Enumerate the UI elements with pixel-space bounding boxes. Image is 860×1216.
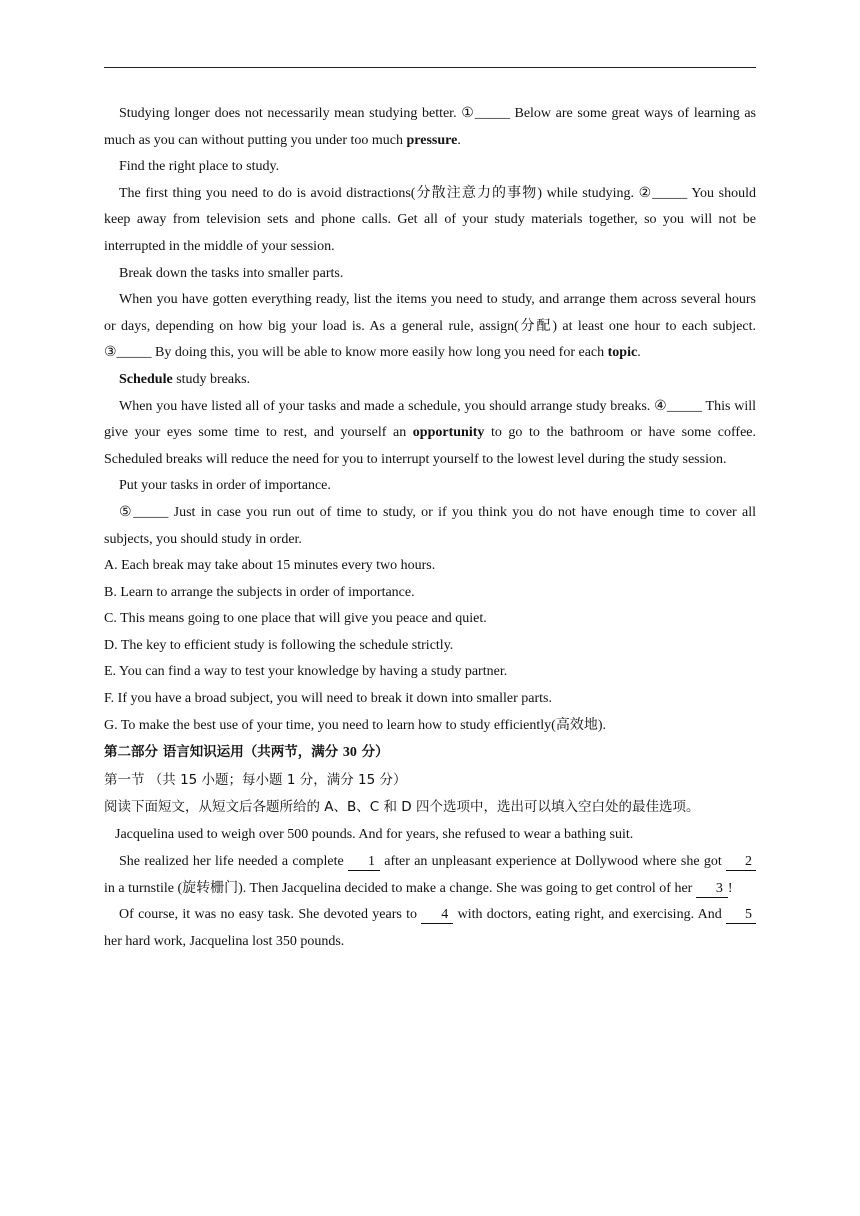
bold-word-opportunity: opportunity [412,425,485,441]
passage-paragraph-2: The first thing you need to do is avoid distractions(分散注意力的事物) while studying. ②_____ You should keep away from television sets and phone calls. Get all of your study materials together, so you will not be interrupted in the middle of your session. [104,185,756,254]
section-heading-place: Find the right place to study. [119,159,280,175]
cloze-blank-4: 4 [421,907,453,924]
cloze-blank-1: 1 [348,854,380,871]
option-f: F. If you have a broad subject, you will need to break it down into smaller parts. [104,691,552,707]
section-2-instruction: 阅读下面短文，从短文后各题所给的 A、B、C 和 D 四个选项中，选出可以填入空白处的最佳选项。 [104,799,700,816]
passage-paragraph-1: Studying longer does not necessarily mean studying better. ①_____ Below are some great ways of learning as much as you can without putting you under too much pressure. [104,106,756,148]
section-heading-order: Put your tasks in order of importance. [119,478,331,494]
passage-paragraph-5: ⑤_____ Just in case you run out of time to study, or if you think you do not have enough time to cover all subjects, you should study in order. [104,504,756,547]
passage-paragraph-4: When you have listed all of your tasks and made a schedule, you should arrange study breaks. ④_____ This will give your eyes some time to rest, and yourself an opportunity to go to the bathroom or have some coffee. Scheduled breaks will reduce the need for you to interrupt yourself to the lowest level during the study session. [104,398,757,467]
passage-paragraph-3: When you have gotten everything ready, list the items you need to study, and arrange them across several hours or days, depending on how big your load is. As a general rule, assign(分配) at least one hour to each subject. ③_____ By doing this, you will be able to know more easily how long you need for each topic. [104,292,756,361]
section-2-subtitle: 第一节 （共 15 小题；每小题 1 分，满分 15 分） [104,771,407,788]
header-rule [104,67,756,68]
section-heading-schedule: Schedule study breaks. [119,371,251,387]
option-b: B. Learn to arrange the subjects in order of importance. [104,584,415,600]
section-2-title: 第二部分 语言知识运用（共两节，满分 30 分） [104,744,389,761]
option-a: A. Each break may take about 15 minutes every two hours. [104,558,436,574]
option-d: D. The key to efficient study is following the schedule strictly. [104,637,454,653]
bold-word-topic: topic [607,345,638,361]
cloze-paragraph-3: Of course, it was no easy task. She devoted years to 4 with doctors, eating right, and exercising. And 5 her hard work, Jacquelina lost 350 pounds. [104,902,756,955]
option-e: E. You can find a way to test your knowledge by having a study partner. [104,664,508,680]
document-body [104,101,756,955]
option-g: G. To make the best use of your time, you need to learn how to study efficiently(高效地). [104,717,607,733]
cloze-blank-3: 3 [696,881,728,898]
cloze-blank-5: 5 [726,907,756,924]
cloze-sentence-1: Jacquelina used to weigh over 500 pounds. And for years, she refused to wear a bathing suit. [115,827,634,843]
cloze-blank-2: 2 [726,854,756,871]
bold-word-pressure: pressure [406,132,458,148]
option-c: C. This means going to one place that will give you peace and quiet. [104,611,487,627]
section-heading-break-down: Break down the tasks into smaller parts. [119,265,344,281]
cloze-paragraph-2: She realized her life needed a complete 1 after an unpleasant experience at Dollywood where she got 2 in a turnstile (旋转栅门). Then Jacquelina decided to make a change. She was going to get control of her 3 ! [104,849,756,902]
